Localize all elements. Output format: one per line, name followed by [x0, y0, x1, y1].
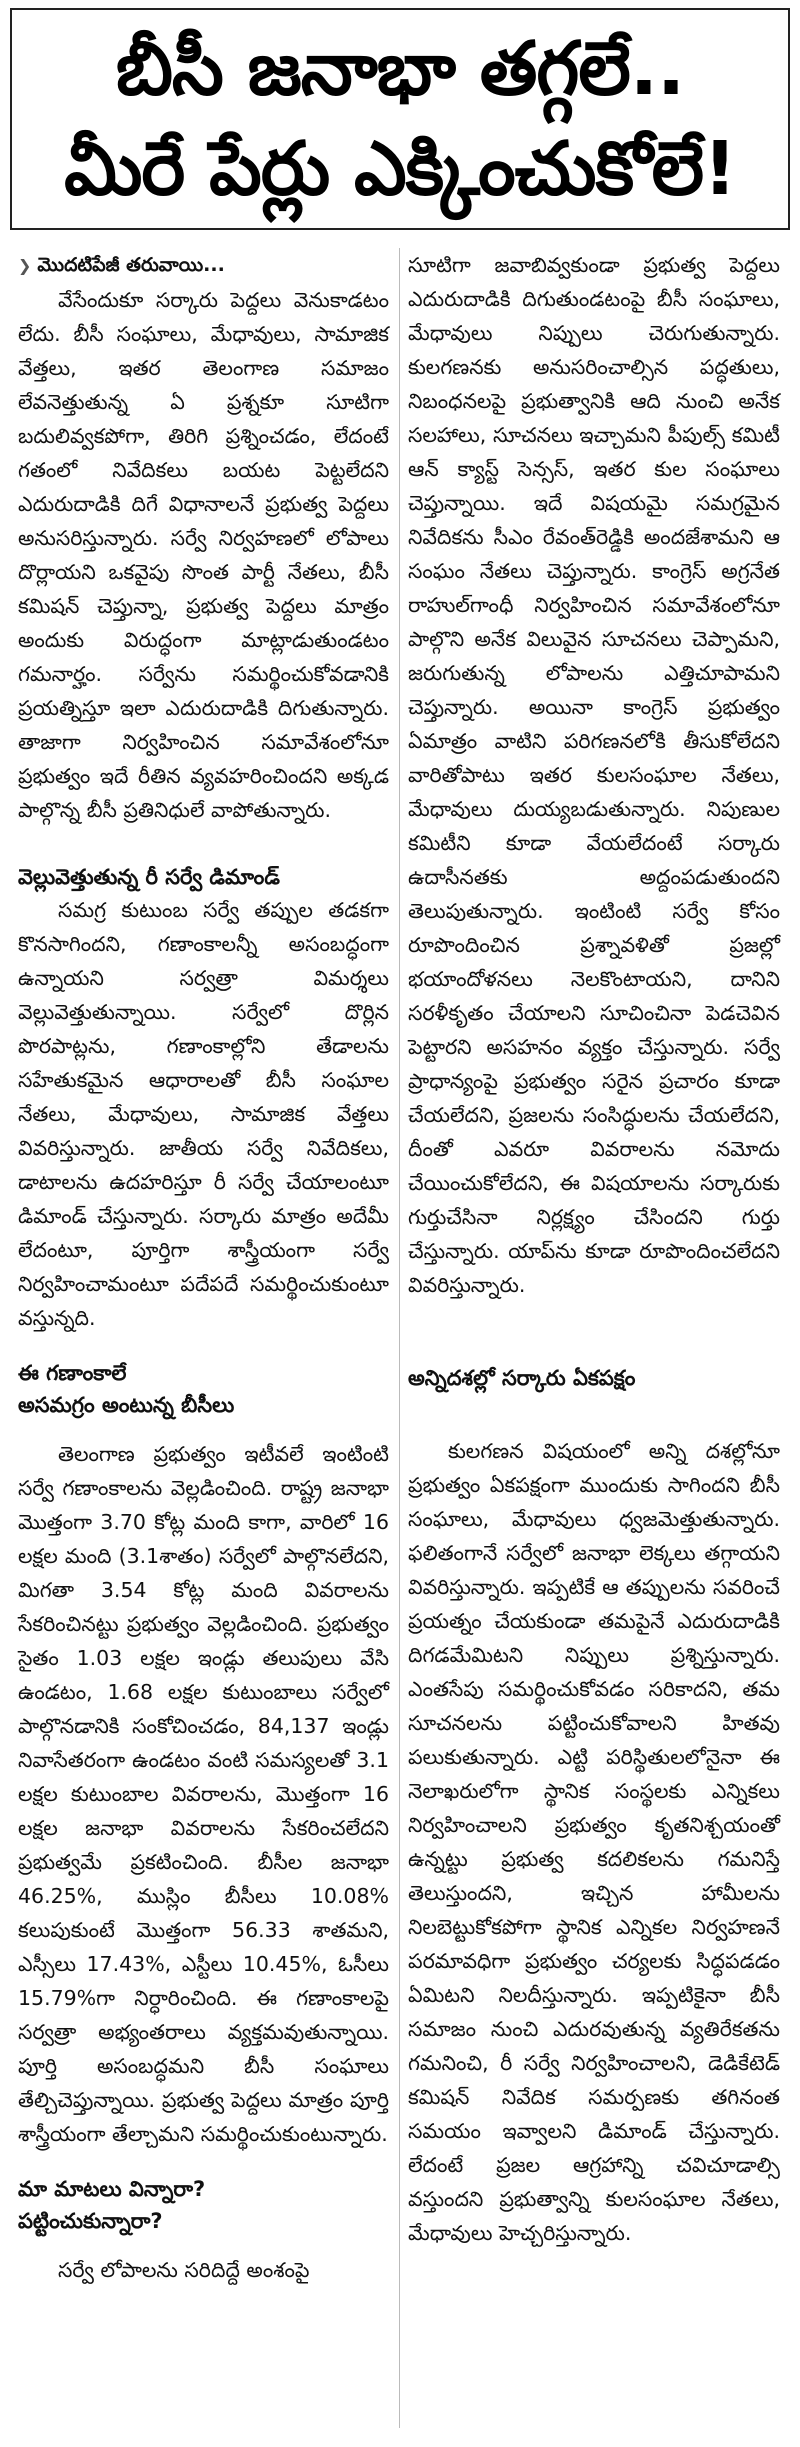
- continuation-kicker: [18, 248, 389, 283]
- subheading-line: అసమగ్రం అంటున్న బీసీలు: [18, 1393, 235, 1417]
- subheading-line: మా మాటలు విన్నారా?: [18, 2177, 206, 2201]
- subheading: వెల్లువెత్తుతున్న రీ సర్వే డిమాండ్: [18, 865, 280, 889]
- paragraph: సమగ్ర కుటుంబ సర్వే తప్పుల తడకగా కొనసాగిందని, గణాంకాలన్నీ అసంబద్ధంగా ఉన్నాయని సర్వత్రా విమర్శలు వెల్లువెత్తుతున్నాయి. సర్వేలో దొర్లిన పొరపాట్లను, గణాంకాల్లోని తేడాలను సహేతుకమైన ఆధారాలతో బీసీ సంఘాల నేతలు, మేధావులు, సామాజిక వేత్తలు వివరిస్తున్నారు. జాతీయ సర్వే నివేదికలు, డాటాలను ఉదహరిస్తూ రీ సర్వే చేయాలంటూ డిమాండ్ చేస్తున్నారు. సర్కారు మాత్రం అదేమీ లేదంటూ, పూర్తిగా శాస్త్రీయంగా సర్వే నిర్వహించామంటూ పదేపదే సమర్థించుకుంటూ వస్తున్నది.: [18, 898, 389, 1330]
- kicker-text: మొదటిపేజీ తరువాయి...: [37, 254, 225, 276]
- subheading: [18, 2173, 389, 2237]
- paragraph: సూటిగా జవాబివ్వకుండా ప్రభుత్వ పెద్దలు ఎదురుదాడికి దిగుతుండటంపై బీసీ సంఘాలు, మేధావులు నిప్పులు చెరుగుతున్నారు. కులగణనకు అనుసరించాల్సిన పద్ధతులు, నిబంధనలపై ప్రభుత్వానికి ఆది నుంచి అనేక సలహాలు, సూచనలు ఇచ్చామని పీపుల్స్ కమిటీ ఆన్ క్యాస్ట్ సెన్సస్, ఇతర కుల సంఘాలు చెప్తున్నాయి. ఇదే విషయమై సమగ్రమైన నివేదికను సీఎం రేవంత్‌రెడ్డికి అందజేశామని ఆ సంఘం నేతలు చెప్తున్నారు. కాంగ్రెస్ అగ్రనేత రాహుల్‌గాంధీ నిర్వహించిన సమావేశంలోనూ పాల్గొని అనేక విలువైన సూచనలు చెప్పామని, జరుగుతున్న లోపాలను ఎత్తిచూపామని చెప్తున్నారు. అయినా కాంగ్రెస్ ప్రభుత్వం ఏమాత్రం వాటిని పరిగణనలోకి తీసుకోలేదని వారితోపాటు ఇతర కులసంఘాల నేతలు, మేధావులు దుయ్యబడుతున్నారు. నిపుణుల కమిటీని కూడా వేయలేదంటే సర్కారు ఉదాసీనతకు అద్దంపడుతుందని తెలుపుతున్నారు. ఇంటింటి సర్వే కోసం రూపొందించిన ప్రశ్నావళితో ప్రజల్లో భయాందోళనలు నెలకొంటాయని, దానిని సరళీకృతం చేయాలని సూచించినా పెడచెవిన పెట్టారని అసహనం వ్యక్తం చేస్తున్నారు. సర్వే ప్రాధాన్యంపై ప్రభుత్వం సరైన ప్రచారం కూడా చేయలేదని, ప్రజలను సంసిద్ధులను చేయలేదని, దీంతో ఎవరూ వివరాలను నమోదు చేయించుకోలేదని, ఈ విషయాలను సర్కారుకు గుర్తుచేసినా నిర్లక్ష్యం చేసిందని గుర్తు చేస్తున్నారు. యాప్‌ను కూడా రూపొందించలేదని వివరిస్తున్నారు.: [408, 253, 780, 1297]
- subheading: అన్నిదశల్లో సర్కారు ఏకపక్షం: [408, 1366, 636, 1390]
- headline-box: [10, 8, 790, 230]
- left-column: [10, 248, 400, 2428]
- paragraph: వేసేందుకూ సర్కారు పెద్దలు వెనుకాడటం లేదు. బీసీ సంఘాలు, మేధావులు, సామాజిక వేత్తలు, ఇతర తెలంగాణ సమాజం లేవనెత్తుతున్న ఏ ప్రశ్నకూ సూటిగా బదులివ్వకపోగా, తిరిగి ప్రశ్నించడం, లేదంటే గతంలో నివేదికలు బయట పెట్టలేదని ఎదురుదాడికి దిగే విధానాలనే ప్రభుత్వ పెద్దలు అనుసరిస్తున్నారు. సర్వే నిర్వహణలో లోపాలు దొర్లాయని ఒకవైపు సొంత పార్టీ నేతలు, బీసీ కమిషన్ చెప్తున్నా, ప్రభుత్వ పెద్దలు మాత్రం అందుకు విరుద్ధంగా మాట్లాడుతుండటం గమనార్హం. సర్వేను సమర్థించుకోవడానికి ప్రయత్నిస్తూ ఇలా ఎదురుదాడికి దిగుతున్నారు. తాజాగా నిర్వహించిన సమావేశంలోనూ ప్రభుత్వం ఇదే రీతిన వ్యవహరించిందని అక్కడ పాల్గొన్న బీసీ ప్రతినిధులే వాపోతున్నారు.: [18, 288, 389, 822]
- paragraph: సర్వే లోపాలను సరిదిద్దే అంశంపై: [58, 2258, 310, 2282]
- headline-line-2: మీరే పేర్లు ఎక్కించుకోలే!: [64, 126, 736, 212]
- subheading-line: పట్టించుకున్నారా?: [18, 2209, 163, 2233]
- paragraph: కులగణన విషయంలో అన్ని దశల్లోనూ ప్రభుత్వం ఏకపక్షంగా ముందుకు సాగిందని బీసీ సంఘాలు, మేధావులు ధ్వజమెత్తుతున్నారు. ఫలితంగానే సర్వేలో జనాభా లెక్కలు తగ్గాయని వివరిస్తున్నారు. ఇప్పటికే ఆ తప్పులను సవరించే ప్రయత్నం చేయకుండా తమపైనే ఎదురుదాడికి దిగడమేమిటని నిప్పులు ప్రశ్నిస్తున్నారు. ఎంతసేపు సమర్థించుకోవడం సరికాదని, తమ సూచనలను పట్టించుకోవాలని హితవు పలుకుతున్నారు. ఎట్టి పరిస్థితులలోనైనా ఈ నెలాఖరులోగా స్థానిక సంస్థలకు ఎన్నికలు నిర్వహించాలని ప్రభుత్వం కృతనిశ్చయంతో ఉన్నట్టు ప్రభుత్వ కదలికలను గమనిస్తే తెలుస్తుందని, ఇచ్చిన హామీలను నిలబెట్టుకోకపోగా స్థానిక ఎన్నికల నిర్వహణనే పరమావధిగా ప్రభుత్వం చర్యలకు సిద్ధపడడం ఏమిటని నిలదీస్తున్నారు. ఇప్పటికైనా బీసీ సమాజం నుంచి ఎదురవుతున్న వ్యతిరేకతను గమనించి, రీ సర్వే నిర్వహించాలని, డెడికేటెడ్ కమిషన్ నివేదిక సమర్పణకు తగినంత సమయం ఇవ్వాలని డిమాండ్ చేస్తున్నారు. లేదంటే ప్రజల ఆగ్రహాన్ని చవిచూడాల్సి వస్తుందని ప్రభుత్వాన్ని కులసంఘాల నేతలు, మేధావులు హెచ్చరిస్తున్నారు.: [408, 1439, 780, 2245]
- subheading: [18, 1357, 389, 1421]
- chevron-right-icon: ❯: [18, 256, 32, 275]
- headline-line-1: బీసీ జనాభా తగ్గలే..: [115, 26, 685, 112]
- paragraph: తెలంగాణ ప్రభుత్వం ఇటీవలే ఇంటింటి సర్వే గణాంకాలను వెల్లడించింది. రాష్ట్ర జనాభా మొత్తంగా 3.70 కోట్ల మంది కాగా, వారిలో 16 లక్షల మంది (3.1శాతం) సర్వేలో పాల్గొనలేదని, మిగతా 3.54 కోట్ల మంది వివరాలను సేకరించినట్టు ప్రభుత్వం వెల్లడించింది. ప్రభుత్వం సైతం 1.03 లక్షల ఇండ్లు తలుపులు వేసి ఉండటం, 1.68 లక్షల కుటుంబాలు సర్వేలో పాల్గొనడానికి సంకోచించడం, 84,137 ఇండ్లు నివాసేతరంగా ఉండటం వంటి సమస్యలతో 3.1 లక్షల కుటుంబాల వివరాలను, మొత్తంగా 16 లక్షల జనాభా వివరాలను సేకరించలేదని ప్రభుత్వమే ప్రకటించింది. బీసీల జనాభా 46.25%, ముస్లిం బీసీలు 10.08% కలుపుకుంటే మొత్తంగా 56.33 శాతమని, ఎస్సీలు 17.43%, ఎస్టీలు 10.45%, ఓసీలు 15.79%గా నిర్ధారించింది. ఈ గణాంకాలపై సర్వత్రా అభ్యంతరాలు వ్యక్తమవుతున్నాయి. పూర్తి అసంబద్ధమని బీసీ సంఘాలు తేల్చిచెప్తున్నాయి. ప్రభుత్వ పెద్దలు మాత్రం పూర్తి శాస్త్రీయంగా తేల్చామని సమర్థించుకుంటున్నారు.: [18, 1442, 389, 2146]
- right-column: [400, 248, 790, 2428]
- article-columns: [10, 248, 790, 2428]
- subheading-line: ఈ గణాంకాలే: [18, 1361, 127, 1385]
